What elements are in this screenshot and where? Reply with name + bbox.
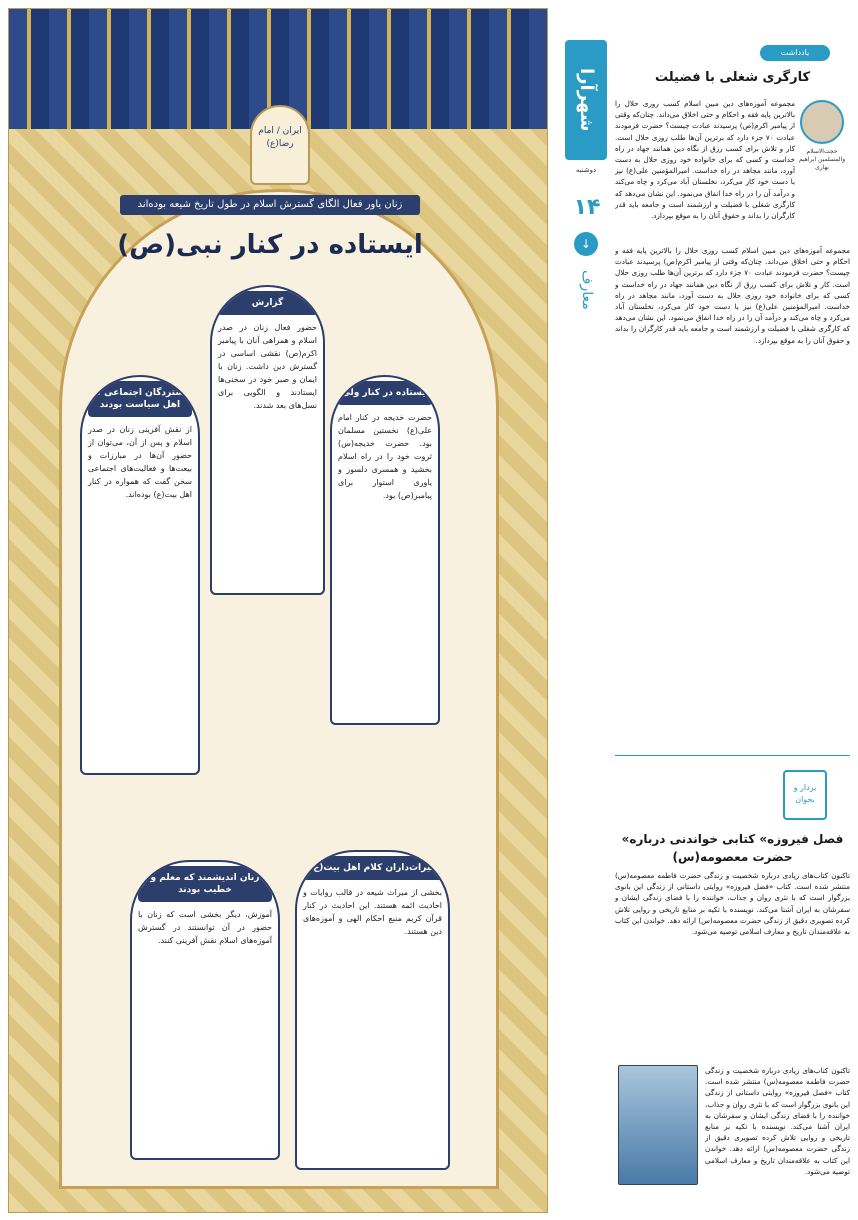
- col-heading: میراث‌داران کلام اهل بیت(ع): [303, 856, 442, 880]
- author-name: حجت‌الاسلام والمسلمین ابراهیم بهاری: [798, 148, 846, 171]
- col-text: از نقش آفرینی زنان در صدر اسلام و پس از آن، می‌توان از حضور آن‌ها در مبارزات و بیعت‌ها و فعالیت‌های اجتماعی سخن گفت که همواره در کنار اهل بیت(ع) بوده‌اند.: [88, 425, 192, 499]
- col-text: آموزش، دیگر بخشی است که زنان با حضور در آن توانستند در گسترش آموزه‌های اسلام نقش آفرینی کنند.: [138, 910, 272, 945]
- book-body-end: تاکنون کتاب‌های زیادی درباره شخصیت و زندگی حضرت فاطمه معصومه(س) منتشر شده است. کتاب «فصل فیروزه» روایتی داستانی از زندگی این بانوی بزرگوار است که با نثری روان و جذاب، خواننده را با فضای زندگی ایشان و سفرشان به ایران آشنا می‌کند. نویسنده با تکیه بر منابع تاریخی و روایی تلاش کرده تصویری دقیق از زندگی حضرت معصومه(س) ارائه دهد. خواندن این کتاب به علاقه‌مندان تاریخ و معارف اسلامی توصیه می‌شود.: [705, 1066, 850, 1176]
- section-name: معارف: [579, 270, 595, 310]
- col-heading: ایستاده در کنار ولی: [338, 381, 432, 405]
- col-teachers: [130, 860, 280, 1160]
- col-heading: گستردگان اجتماعی که اهل سیاست بودند: [88, 381, 192, 417]
- read-badge: بردار و بخوان: [783, 770, 827, 820]
- divider: [615, 755, 850, 756]
- book-cover: [618, 1065, 698, 1185]
- book-title: «فصل فیروزه» کتابی خواندنی درباره حضرت معصومه(س): [621, 832, 844, 864]
- col-social: [80, 375, 200, 775]
- kicker-badge: یادداشت: [760, 45, 830, 61]
- book-body: تاکنون کتاب‌های زیادی درباره شخصیت و زندگی حضرت فاطمه معصومه(س) منتشر شده است. کتاب «فصل فیروزه» روایتی داستانی از زندگی این بانوی بزرگوار است که با نثری روان و جذاب، خواننده را با فضای زندگی ایشان و سفرشان به ایران آشنا می‌کند. نویسنده با تکیه بر منابع تاریخی و روایی تلاش کرده تصویری دقیق از زندگی حضرت معصومه(س) ارائه دهد. خواندن این کتاب به علاقه‌مندان تاریخ و معارف اسلامی توصیه می‌شود.: [615, 871, 850, 937]
- col-heading: گزارش: [218, 291, 317, 315]
- page-number: ۱۴: [573, 195, 601, 220]
- issue-day: دوشنبه: [575, 166, 597, 174]
- feature-title: ایستاده در کنار نبی(ص): [117, 230, 423, 260]
- col-text: حضور فعال زنان در صدر اسلام و همراهی آنان با پیامبر اکرم(ص) نقشی اساسی در گسترش دین داشت. زنان با ایمان و صبر خود در سختی‌ها ایستادند و الگویی برای نسل‌های بعد شدند.: [218, 323, 317, 410]
- col-text: حضرت خدیجه در کنار امام علی(ع) نخستین مسلمان بود. حضرت خدیجه(س) ثروت خود را در راه اسلام بخشید و همسری دلسوز و یاوری استوار برای پیامبر(ص) بود.: [338, 413, 432, 500]
- article-title: کارگری شغلی با فضیلت: [654, 70, 811, 85]
- paper-logo: شهرآرا: [565, 40, 607, 160]
- col-text: بخشی از میراث شیعه در قالب روایات و احادیث ائمه هستند. این احادیث در کنار قرآن کریم منبع احکام الهی و آموزه‌های دین هستند.: [303, 888, 442, 936]
- col-guardian: [330, 375, 440, 725]
- arch-tag: ایران / امام رضا(ع): [250, 105, 310, 185]
- author-avatar: [800, 100, 844, 144]
- arrow-down-icon: ↓: [574, 232, 598, 256]
- col-report: [210, 285, 325, 595]
- super-title: زنان یاور فعال الگای گسترش اسلام در طول تاریخ شیعه بوده‌اند: [120, 195, 420, 215]
- article-body-intro: مجموعه آموزه‌های دین مبین اسلام کسب روزی حلال را بالاترین پایه فقه و احکام و حتی اخلاق می‌داند. چنان‌که وقتی از پیامبر اکرم(ص) پرسیدند عبادت چیست؟ حضرت فرمودند عبادت ۷۰ جزء دارد که برترین آن‌ها طلب روزی حلال است. کار و تلاش برای کسب رزق از نگاه دین همانند جهاد در راه خداست و کسی که برای خانواده خود روزی حلال به دست آورد، مانند مجاهد در راه خداست. امیرالمؤمنین علی(ع) نیز با دست خود کار می‌کرد، نخلستان آباد می‌کرد و چاه می‌کند و درآمد آن را در راه خدا انفاق می‌نمود. این نشان می‌دهد که کارگری شغلی با فضیلت و ارزشمند است و جامعه باید قدر کارگران را بداند و حقوق آنان را به موقع بپردازد.: [615, 99, 795, 221]
- col-heritage: [295, 850, 450, 1170]
- article-body: مجموعه آموزه‌های دین مبین اسلام کسب روزی حلال را بالاترین پایه فقه و احکام و حتی اخلاق می‌داند. چنان‌که وقتی از پیامبر اکرم(ص) پرسیدند عبادت چیست؟ حضرت فرمودند عبادت ۷۰ جزء دارد که برترین آن‌ها طلب روزی حلال است. کار و تلاش برای کسب رزق از نگاه دین همانند جهاد در راه خداست و کسی که برای خانواده خود روزی حلال به دست آورد، مانند مجاهد در راه خداست. امیرالمؤمنین علی(ع) نیز با دست خود کار می‌کرد، نخلستان آباد می‌کرد و چاه می‌کند و درآمد آن را در راه خدا انفاق می‌نمود. این نشان می‌دهد که کارگری شغلی با فضیلت و ارزشمند است و جامعه باید قدر کارگران را بداند و حقوق آنان را به موقع بپردازد.: [615, 246, 850, 345]
- col-heading: زنان اندیشمند که معلم و خطیب بودند: [138, 866, 272, 902]
